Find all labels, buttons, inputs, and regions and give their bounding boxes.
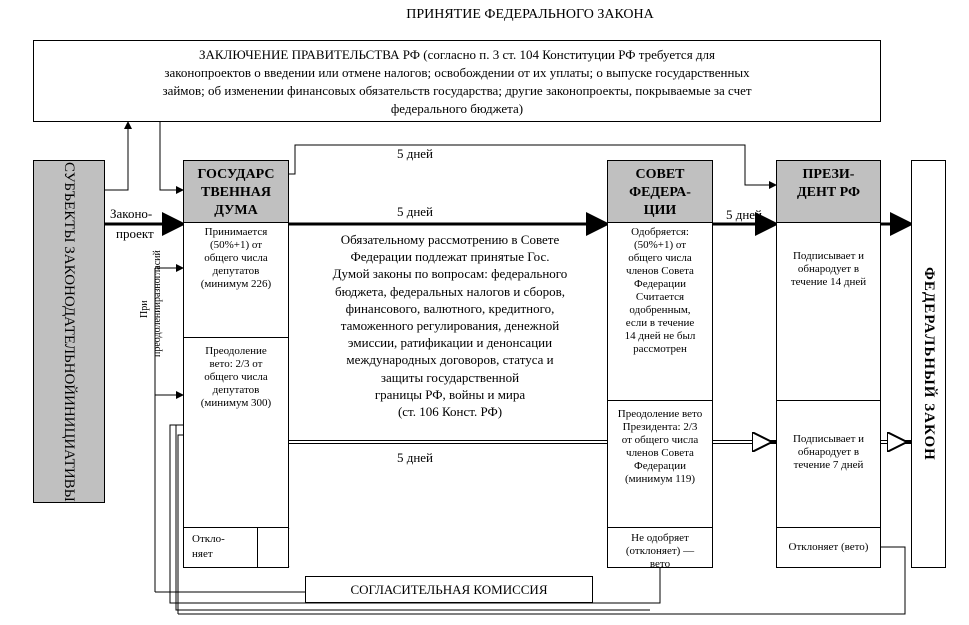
fc-approves-1: Одобряется: [631, 226, 689, 238]
fc-override-2: Президента: 2/3 [622, 421, 698, 433]
mandatory-note-1: Обязательному рассмотрению в Совете [340, 232, 560, 247]
override-resolution-line2: разногласий [152, 250, 163, 303]
fc-approves-9: 14 дней не был [624, 330, 696, 342]
president-title-1: ПРЕЗИ- [802, 167, 855, 182]
duma-accepted-1: Принимается [204, 226, 268, 238]
override-resolution-line1: При преодолении [139, 300, 163, 357]
government-conclusion-line3: займов; об изменении финансовых обязательств государства; другие законопроекты, покрываемые за счет [162, 83, 752, 98]
fc-title-1: СОВЕТ [635, 167, 685, 182]
fc-rejects-3: вето [649, 558, 671, 567]
mandatory-note-4: бюджета, федеральных налогов и сборов, [335, 283, 565, 299]
president-signs7 [777, 433, 880, 472]
mandatory-note-11: (ст. 106 Конст. РФ) [397, 404, 503, 420]
government-conclusion-box [33, 40, 881, 122]
subjects-box [33, 160, 105, 503]
mandatory-note-3: Думой законы по вопросам: федерального [332, 266, 568, 282]
conclusion-to-duma-arrow [160, 122, 183, 190]
president-signs14 [777, 250, 880, 289]
fc-title-2: ФЕДЕРА- [629, 185, 691, 200]
duma-header [183, 160, 289, 223]
fc-approves-10: рассмотрен [633, 343, 687, 355]
mandatory-note [296, 231, 604, 420]
duma-title-1: ГОСУДАРС [197, 167, 275, 182]
president-signs14-3: течение 14 дней [790, 276, 867, 288]
president-header [776, 160, 881, 223]
duma-accepted [184, 226, 288, 291]
fc-override-1: Преодоление вето [617, 408, 703, 420]
fc-override [608, 408, 712, 486]
fc-approves-5: Федерации [634, 278, 686, 290]
president-signs14-2: обнародует в [797, 263, 860, 275]
fc-rejects [608, 532, 712, 567]
president-signs7-1: Подписывает и [792, 433, 865, 445]
mandatory-note-2: Федерации подлежат принятые Гос. [350, 249, 550, 265]
duma-rejects-2: няет [192, 548, 213, 560]
fc-approves-3: общего числа [628, 252, 692, 264]
fc-override-6: (минимум 119) [624, 473, 696, 485]
subjects-label [34, 161, 104, 502]
duma-accepted-3: общего числа [204, 252, 268, 264]
duma-accepted-4: депутатов [212, 265, 260, 277]
duma-title-3: ДУМА [214, 203, 258, 218]
override-resolution-label [138, 250, 170, 357]
fc-title-3: ЦИИ [643, 203, 677, 218]
duma-override-5: (минимум 300) [200, 397, 272, 409]
fc-approves [608, 226, 712, 356]
fc-approves-4: членов Совета [626, 265, 694, 277]
duma-override-4: депутатов [212, 384, 260, 396]
fc-approves-8: если в течение [625, 317, 695, 329]
duma-override-3: общего числа [204, 371, 268, 383]
president-divider-1 [776, 400, 881, 401]
fc-approves-2: (50%+1) от [633, 239, 687, 251]
duma-cross-box [257, 527, 290, 568]
president-signs7-3: течение 7 дней [793, 459, 864, 471]
duma-divider-1 [183, 337, 289, 338]
mandatory-note-9: защиты государственной [380, 369, 520, 385]
fc-rejects-2: (отклоняет) — [625, 545, 695, 557]
duma-override-1: Преодоление [205, 345, 267, 357]
federal-law-label: ФЕДЕРАЛЬНЫЙ ЗАКОН [921, 267, 937, 461]
fc-override-4: членов Совета [626, 447, 694, 459]
mandatory-note-10: границы РФ, войны и мира [374, 386, 526, 402]
fc-divider-2 [607, 527, 713, 528]
federation-council-header [607, 160, 713, 223]
bill-label-1: Законо- [110, 206, 153, 221]
fc-override-5: Федерации [634, 460, 686, 472]
duma-title-2: ТВЕННАЯ [200, 185, 271, 200]
fc-override-3: от общего числа [621, 434, 699, 446]
duma-override [184, 345, 288, 410]
president-divider-2 [776, 527, 881, 528]
conciliation-commission-box [305, 576, 593, 603]
president-signs14-1: Подписывает и [792, 250, 865, 262]
page-title: ПРИНЯТИЕ ФЕДЕРАЛЬНОГО ЗАКОНА [406, 7, 654, 22]
mandatory-note-8: международных договоров, статуса и [346, 352, 554, 368]
duma-override-2: вето: 2/3 от [209, 358, 263, 370]
duma-accepted-5: (минимум 226) [200, 278, 272, 290]
conciliation-commission-label: СОГЛАСИТЕЛЬНАЯ КОМИССИЯ [350, 582, 548, 597]
days-sf-president: 5 дней [725, 207, 763, 222]
subjects-line1: СУБЪЕКТЫ ЗАКОНОДАТЕЛЬНОЙ [61, 161, 77, 395]
fc-approves-7: одобренным, [629, 304, 691, 316]
mandatory-note-5: финансового, валютного, кредитного, [345, 300, 555, 316]
subjects-to-conclusion-arrow [105, 122, 128, 190]
duma-accepted-2: (50%+1) от [209, 239, 263, 251]
days-bottom: 5 дней [396, 450, 434, 465]
government-conclusion-line4: федерального бюджета) [390, 101, 524, 116]
government-conclusion-line2: законопроектов о введении или отмене налогов; освобождении от их уплаты; о выпуске государственных [164, 65, 750, 80]
duma-rejects-1: Откло- [192, 533, 225, 545]
president-veto: Отклоняет (вето) [788, 541, 869, 553]
federal-law-box [911, 160, 946, 568]
president-title-2: ДЕНТ РФ [796, 185, 861, 200]
mandatory-note-6: таможенного регулирования, денежной [340, 318, 560, 334]
subjects-line2: ИНИЦИАТИВЫ [61, 394, 77, 502]
fc-divider-1 [607, 400, 713, 401]
days-top: 5 дней [396, 146, 434, 161]
fc-approves-6: Считается [635, 291, 685, 303]
president-signs7-2: обнародует в [797, 446, 860, 458]
mandatory-note-7: эмиссии, ратификации и денонсации [347, 335, 553, 351]
fc-rejects-1: Не одобряет [631, 532, 689, 544]
days-middle: 5 дней [396, 204, 434, 219]
bill-label-2: проект [116, 226, 154, 241]
government-conclusion-line1: ЗАКЛЮЧЕНИЕ ПРАВИТЕЛЬСТВА РФ (согласно п. 3 ст. 104 Конституции РФ требуется для [198, 47, 716, 62]
